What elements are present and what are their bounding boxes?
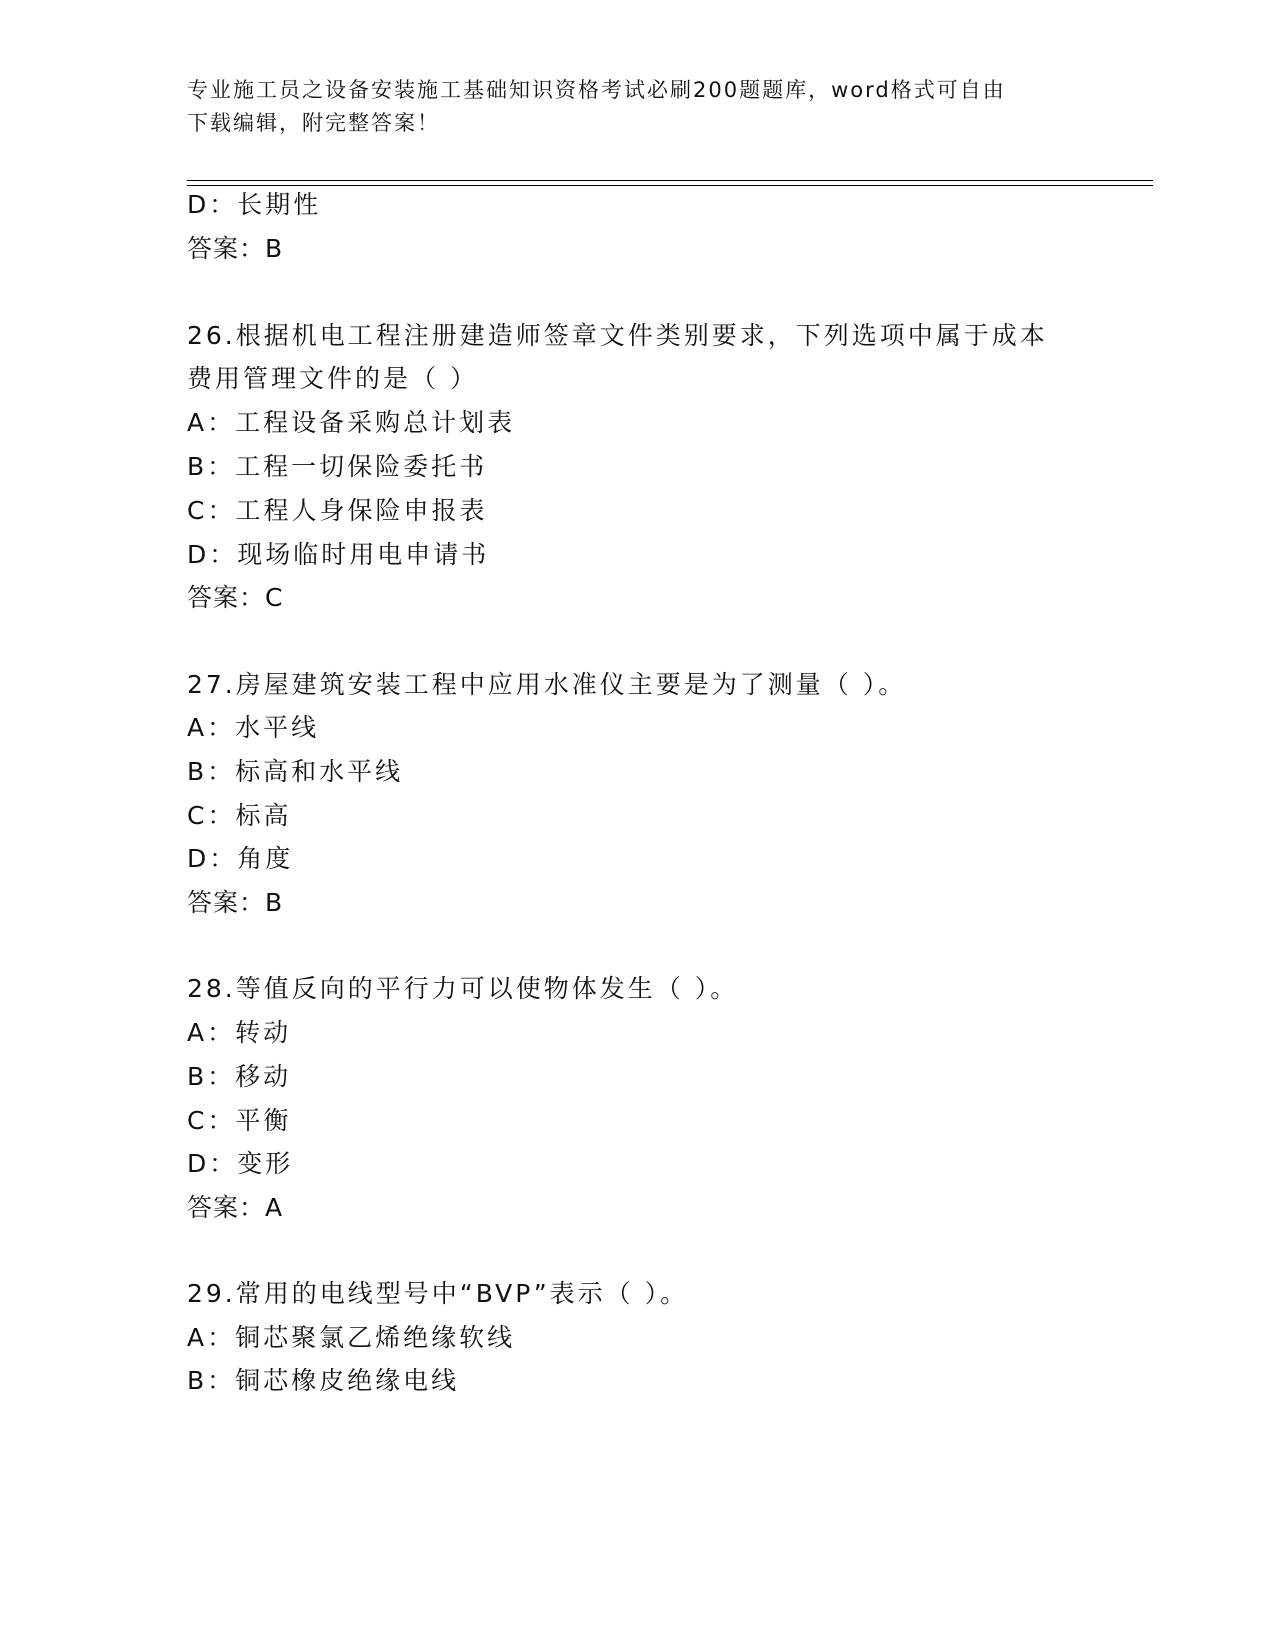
question-26-option-b: B：工程一切保险委托书 [187, 452, 488, 481]
document-header [187, 74, 1087, 140]
question-27-option-a: A：水平线 [187, 713, 320, 742]
question-28-option-c: C：平衡 [187, 1106, 292, 1135]
header-line-1: 专业施工员之设备安装施工基础知识资格考试必刷200题题库，word格式可自由 [187, 78, 1006, 102]
question-27-stem: 27.房屋建筑安装工程中应用水准仪主要是为了测量（ ）。 [187, 670, 907, 699]
question-28-option-d: D：变形 [187, 1149, 294, 1178]
question-26-stem-line-2: 费用管理文件的是（ ） [187, 364, 478, 393]
question-29-option-a: A：铜芯聚氯乙烯绝缘软线 [187, 1323, 516, 1352]
question-28-stem: 28.等值反向的平行力可以使物体发生（ ）。 [187, 974, 739, 1003]
question-29-option-b: B：铜芯橡皮绝缘电线 [187, 1366, 460, 1395]
question-29-stem: 29.常用的电线型号中“BVP”表示（ ）。 [187, 1279, 689, 1308]
header-divider-bottom [187, 185, 1153, 186]
header-line-2: 下载编辑，附完整答案！ [187, 111, 440, 135]
question-26-answer: 答案：C [187, 583, 284, 612]
question-26-stem-line-1: 26.根据机电工程注册建造师签章文件类别要求，下列选项中属于成本 [187, 321, 1048, 350]
question-28-answer: 答案：A [187, 1193, 284, 1222]
question-26-option-c: C：工程人身保险申报表 [187, 496, 488, 525]
question-27-option-b: B：标高和水平线 [187, 757, 404, 786]
question-26-option-a: A：工程设备采购总计划表 [187, 408, 516, 437]
header-divider-top [187, 180, 1153, 181]
question-27-option-c: C：标高 [187, 801, 292, 830]
question-26-option-d: D：现场临时用电申请书 [187, 540, 490, 569]
question-27-option-d: D：角度 [187, 844, 294, 873]
answer-line: 答案：B [187, 234, 284, 263]
option-d: D：长期性 [187, 190, 322, 219]
question-28-option-b: B：移动 [187, 1062, 292, 1091]
question-27-answer: 答案：B [187, 888, 284, 917]
question-28-option-a: A：转动 [187, 1018, 292, 1047]
